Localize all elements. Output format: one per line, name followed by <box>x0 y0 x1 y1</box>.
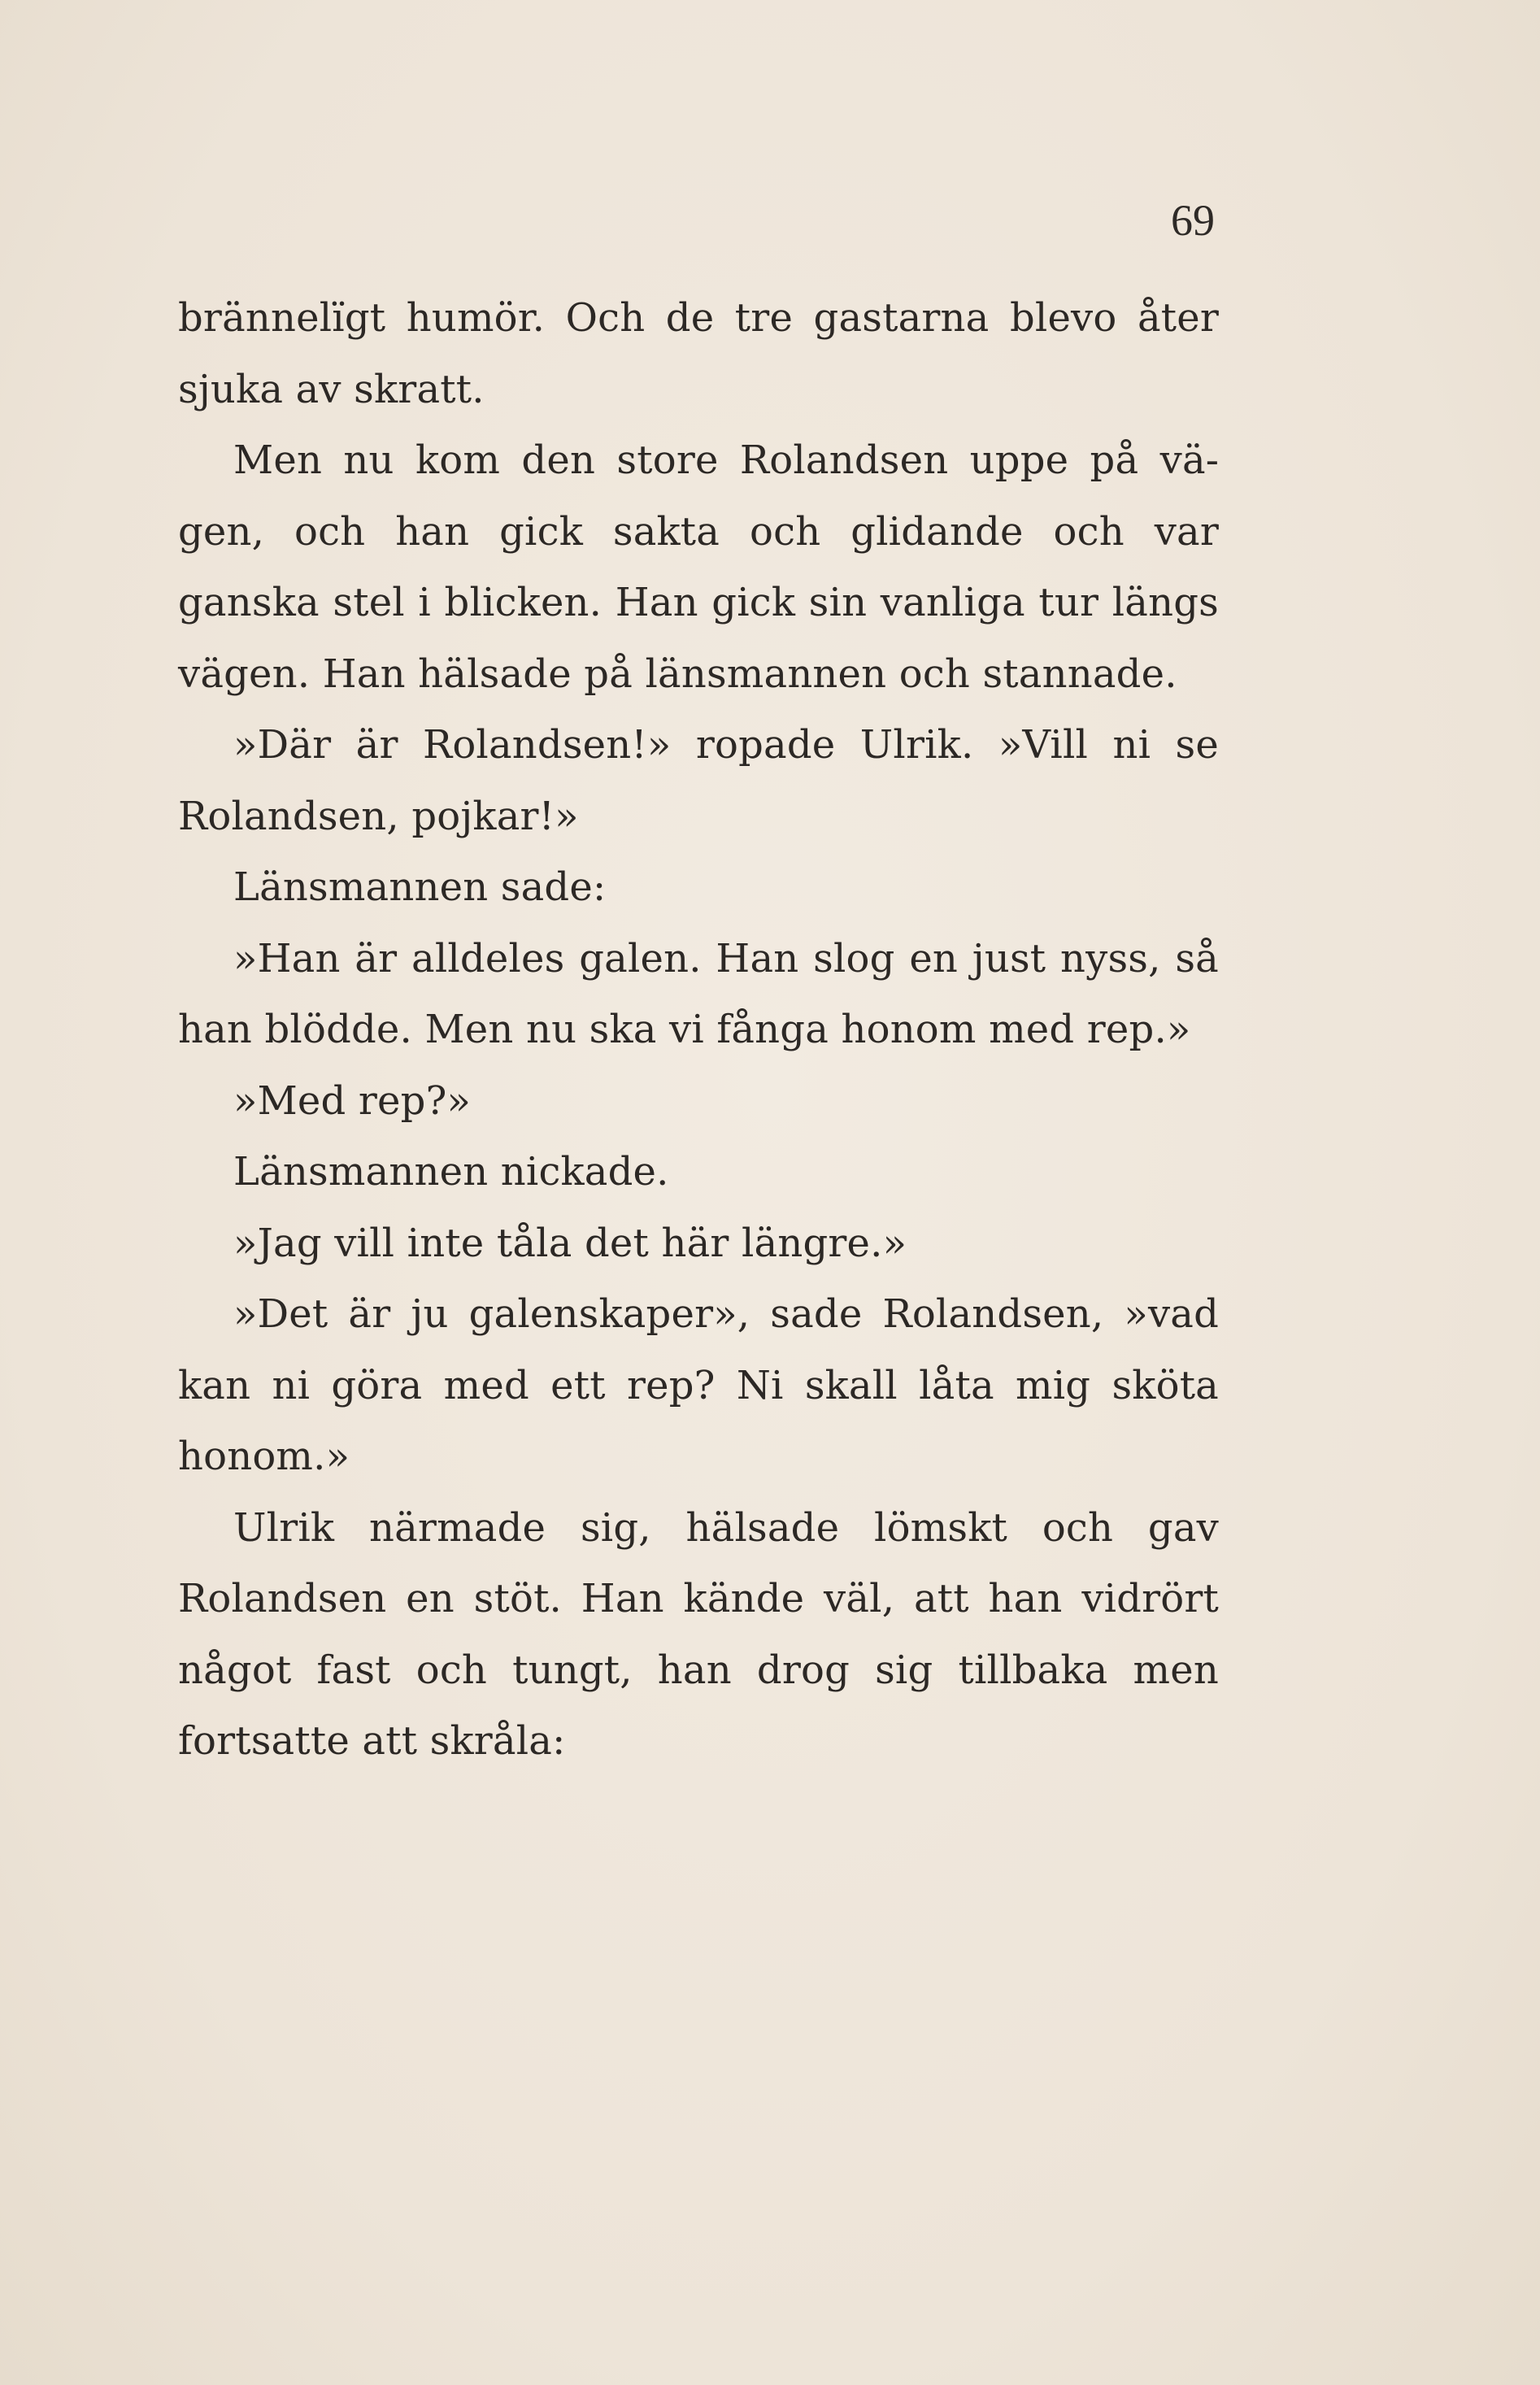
paragraph: »Jag vill inte tåla det här längre.» <box>233 1220 907 1266</box>
page-number: 69 <box>1171 196 1215 245</box>
paragraph: Ulrik närmade sig, hälsade lömskt och gav Rolandsen en stöt. Han kände väl, att han vidrört något fast och tungt, han drog sig tillbaka men fortsatte att skråla: <box>178 1504 1219 1764</box>
paragraph: »Där är Rolandsen!» ropade Ulrik. »Vill ni se Rolandsen, pojkar!» <box>178 722 1219 839</box>
paragraph: Men nu kom den store Rolandsen uppe på vägen, och han gick sakta och glidande och var ganska stel i blicken. Han gick sin vanliga tur längs vägen. Han hälsade på länsmannen och stannade. <box>178 437 1219 697</box>
paragraph: brännelïgt humör. Och de tre gastarna blevo åter sjuka av skratt. <box>178 295 1219 412</box>
paragraph: Länsmannen sade: <box>233 864 607 910</box>
body-text <box>178 283 1219 1778</box>
paragraph: Länsmannen nickade. <box>233 1149 669 1195</box>
paragraph: »Han är alldeles galen. Han slog en just nyss, så han blödde. Men nu ska vi fånga honom med rep.» <box>178 935 1219 1052</box>
paragraph: »Det är ju galenskaper», sade Rolandsen, »vad kan ni göra med ett rep? Ni skall låta mig sköta honom.» <box>178 1291 1219 1479</box>
paragraph: »Med rep?» <box>233 1077 472 1124</box>
